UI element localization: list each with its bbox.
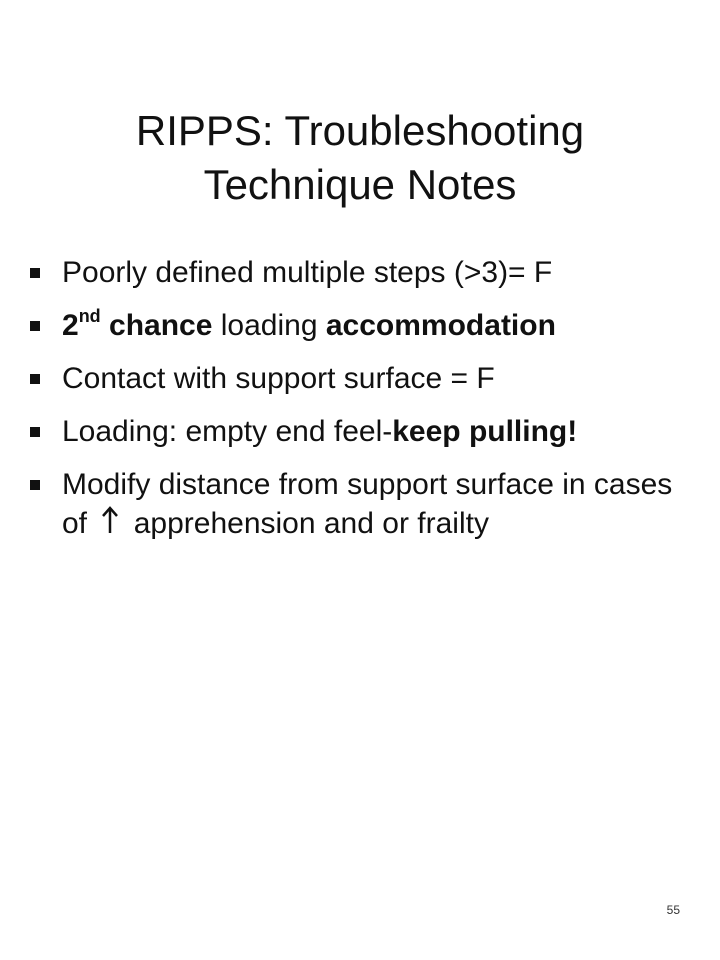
bullet-item-5 — [30, 465, 700, 545]
square-bullet-icon — [30, 374, 40, 384]
bullet-item-3 — [30, 359, 700, 398]
square-bullet-icon — [30, 321, 40, 331]
page-number: 55 — [666, 903, 680, 917]
title-line-1: RIPPS: Troubleshooting — [135, 107, 585, 154]
bullet-2-loading: loading — [220, 309, 318, 342]
up-arrow-icon — [101, 505, 119, 545]
bullet-item-1 — [30, 253, 700, 292]
bullet-4-normal: Loading: empty end feel- — [62, 415, 393, 448]
bullet-2-chance: chance — [109, 309, 213, 342]
square-bullet-icon — [30, 480, 40, 490]
bullet-list — [30, 253, 700, 559]
bullet-4-bold: keep pulling! — [392, 415, 578, 448]
slide-title — [40, 104, 680, 212]
bullet-2-accommodation: accommodation — [325, 309, 556, 342]
bullet-5-after-arrow: apprehension and or frailty — [133, 507, 489, 540]
title-line-2: Technique Notes — [203, 161, 517, 208]
bullet-text-3: Contact with support surface = F — [62, 362, 495, 395]
square-bullet-icon — [30, 427, 40, 437]
bullet-5-before-arrow: Modify distance from support surface in cases of — [62, 468, 673, 540]
bullet-2-superscript: nd — [78, 306, 101, 326]
bullet-item-2 — [30, 306, 700, 345]
bullet-text-1: Poorly defined multiple steps (>3)= F — [62, 256, 553, 289]
bullet-2-number: 2 — [62, 309, 79, 342]
bullet-item-4 — [30, 412, 700, 451]
square-bullet-icon — [30, 268, 40, 278]
bullet-2-ordinal — [62, 306, 101, 342]
